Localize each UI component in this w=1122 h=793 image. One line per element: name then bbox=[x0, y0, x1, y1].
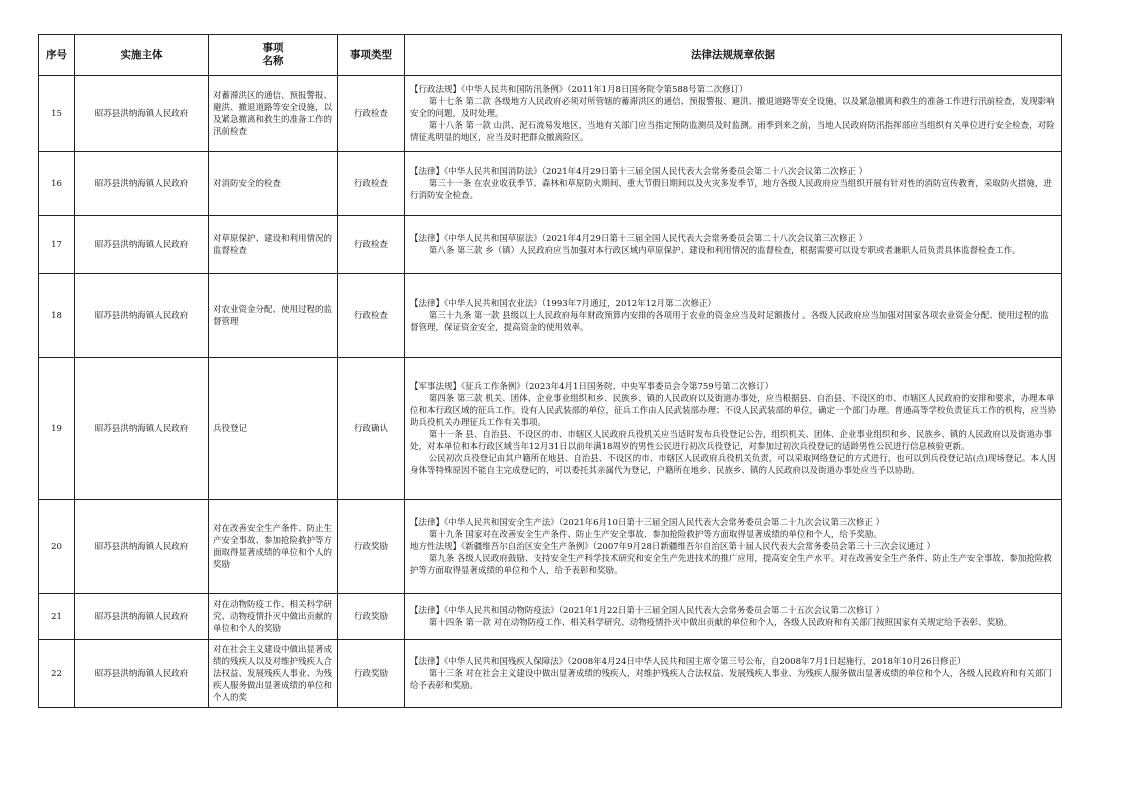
header-basis: 法律法规规章依据 bbox=[405, 35, 1062, 76]
cell-legal-basis bbox=[405, 640, 1062, 708]
cell-type: 行政确认 bbox=[338, 358, 405, 500]
cell-legal-basis bbox=[405, 358, 1062, 500]
cell-subject: 昭苏县洪纳海镇人民政府 bbox=[75, 358, 209, 500]
basis-paragraph: 【法律】《中华人民共和国消防法》（2021年4月29日第十三届全国人民代表大会常务委员会第二十八次会议第二次修正 ） bbox=[410, 166, 868, 177]
cell-subject: 昭苏县洪纳海镇人民政府 bbox=[75, 152, 209, 216]
cell-subject: 昭苏县洪纳海镇人民政府 bbox=[75, 500, 209, 594]
cell-item-name: 对蓄滞洪区的通信、预报警报、避洪、撤退道路等安全设施，以及紧急撤离和救生的准备工作的汛前检查 bbox=[209, 76, 338, 152]
cell-seq: 22 bbox=[39, 640, 75, 708]
header-type: 事项类型 bbox=[338, 35, 405, 76]
cell-subject: 昭苏县洪纳海镇人民政府 bbox=[75, 216, 209, 274]
cell-item-name: 对在社会主义建设中做出显著成绩的残疾人以及对维护残疾人合法权益、发展残疾人事业、为残疾人服务做出显著成绩的单位和个人的奖 bbox=[209, 640, 338, 708]
basis-paragraph: 公民初次兵役登记由其户籍所在地县、自治县、不设区的市、市辖区人民政府兵役机关负责，可以采取网络登记的方式进行，也可以到兵役登记站(点)现场登记。本人因身体等特殊原因不能自主完成登记的，可以委托其亲属代为登记，户籍所在地乡、民族乡、镇的人民政府以及街道办事处应当予以协助。 bbox=[410, 453, 1056, 476]
cell-seq: 21 bbox=[39, 594, 75, 640]
basis-paragraph: 第十八条 第一款 山洪、泥石流易发地区，当地有关部门应当指定预防监测员及时监测。雨季到来之前，当地人民政府防汛指挥部应当组织有关单位进行安全检查，对险情征兆明显的地区，应当及时把群众撤离险区。 bbox=[410, 120, 1055, 143]
basis-paragraph: 【法律】《中华人民共和国安全生产法》（2021年6月10日第十三届全国人民代表大会常务委员会第二十九次会议第三次修正 ） bbox=[410, 517, 885, 528]
basis-paragraph: 第十三条 对在社会主义建设中做出显著成绩的残疾人，对维护残疾人合法权益、发展残疾人事业、为残疾人服务做出显著成绩的单位和个人，各级人民政府和有关部门给予表彰和奖励。 bbox=[410, 668, 1052, 691]
cell-subject: 昭苏县洪纳海镇人民政府 bbox=[75, 640, 209, 708]
cell-type: 行政奖励 bbox=[338, 640, 405, 708]
cell-seq: 18 bbox=[39, 274, 75, 358]
cell-type: 行政检查 bbox=[338, 274, 405, 358]
basis-paragraph: 【军事法规】《征兵工作条例》（2023年4月1日国务院、中央军事委员会令第759号第二次修订） bbox=[410, 381, 774, 392]
cell-seq: 16 bbox=[39, 152, 75, 216]
basis-paragraph: 第三十一条 在农业收获季节、森林和草原防火期间、重大节假日期间以及火灾多发季节，地方各级人民政府应当组织开展有针对性的消防宣传教育，采取防火措施，进行消防安全检查。 bbox=[410, 178, 1052, 201]
cell-type: 行政奖励 bbox=[338, 594, 405, 640]
basis-paragraph: 第四条 第三款 机关、团体、企业事业组织和乡、民族乡、镇的人民政府以及街道办事处，应当根据县、自治县、不设区的市、市辖区人民政府的安排和要求，办理本单位和本行政区域的征兵工作。设有人民武装部的单位，征兵工作由人民武装部办理；不设人民武装部的单位，确定一个部门办理。普通高等学校负责征兵工作的机构，应当协助兵役机关办理征兵工作有关事项。 bbox=[410, 393, 1057, 428]
table-row bbox=[39, 274, 1062, 358]
cell-subject: 昭苏县洪纳海镇人民政府 bbox=[75, 274, 209, 358]
table-row bbox=[39, 358, 1062, 500]
cell-type: 行政检查 bbox=[338, 216, 405, 274]
table-row bbox=[39, 594, 1062, 640]
cell-type: 行政检查 bbox=[338, 152, 405, 216]
basis-paragraph: 第三十九条 第一款 县级以上人民政府每年财政预算内安排的各项用于农业的资金应当及时足额拨付 。各级人民政府应当加强对国家各项农业资金分配、使用过程的监督管理，保证资金安全，提高资金的使用效率。 bbox=[410, 310, 1049, 333]
basis-paragraph: 【法律】《中华人民共和国农业法》（1993年7月通过，2012年12月第二次修正） bbox=[410, 298, 716, 309]
cell-item-name: 对草原保护、建设和利用情况的监督检查 bbox=[209, 216, 338, 274]
header-item-line1: 事项 bbox=[262, 42, 284, 54]
table-row bbox=[39, 500, 1062, 594]
basis-paragraph: 第十九条 国家对在改善安全生产条件、防止生产安全事故、参加抢险救护等方面取得显著成绩的单位和个人，给予奖励。 bbox=[428, 529, 882, 540]
regulation-table bbox=[38, 34, 1062, 708]
table-body bbox=[39, 76, 1062, 708]
cell-item-name: 对农业资金分配、使用过程的监督管理 bbox=[209, 274, 338, 358]
basis-paragraph: 第十四条 第一款 对在动物防疫工作、相关科学研究、动物疫情扑灭中做出贡献的单位和个人，各级人民政府和有关部门按照国家有关规定给予表彰、奖励。 bbox=[428, 617, 1013, 628]
basis-paragraph: 【法律】《中华人民共和国动物防疫法》（2021年1月22日第十三届全国人民代表大会常务委员会第二十五次会议第二次修订 ） bbox=[410, 605, 885, 616]
cell-legal-basis bbox=[405, 274, 1062, 358]
basis-paragraph: 【法律】《中华人民共和国残疾人保障法》（2008年4月24日中华人民共和国主席令第三号公布，自2008年7月1日起施行，2018年10月26日修正） bbox=[410, 656, 966, 667]
cell-subject: 昭苏县洪纳海镇人民政府 bbox=[75, 594, 209, 640]
cell-legal-basis bbox=[405, 76, 1062, 152]
cell-subject: 昭苏县洪纳海镇人民政府 bbox=[75, 76, 209, 152]
cell-item-name: 对在动物防疫工作、相关科学研究、动物疫情扑灭中做出贡献的单位和个人的奖励 bbox=[209, 594, 338, 640]
basis-paragraph: 【法律】《中华人民共和国草原法》（2021年4月29日第十三届全国人民代表大会常务委员会第二十八次会议第三次修正 ） bbox=[410, 233, 868, 244]
basis-paragraph: 第十七条 第二款 各级地方人民政府必须对所管辖的蓄滞洪区的通信、预报警报、避洪、撤退道路等安全设施，以及紧急撤离和救生的准备工作进行汛前检查，发现影响安全的问题，及时处理。 bbox=[410, 96, 1055, 119]
cell-item-name: 对消防安全的检查 bbox=[209, 152, 338, 216]
cell-legal-basis bbox=[405, 500, 1062, 594]
cell-seq: 15 bbox=[39, 76, 75, 152]
header-seq: 序号 bbox=[39, 35, 75, 76]
table-row bbox=[39, 216, 1062, 274]
header-subject: 实施主体 bbox=[75, 35, 209, 76]
cell-legal-basis bbox=[405, 152, 1062, 216]
cell-legal-basis bbox=[405, 594, 1062, 640]
basis-paragraph: 第八条 第三款 乡（镇）人民政府应当加强对本行政区域内草原保护、建设和利用情况的监督检查，根据需要可以设专职或者兼职人员负责具体监督检查工作。 bbox=[428, 245, 1021, 256]
basis-paragraph: 第九条 各级人民政府鼓励、支持安全生产科学技术研究和安全生产先进技术的推广应用，提高安全生产水平。对在改善安全生产条件、防止生产安全事故、参加抢险救护等方面取得显著成绩的单位和个人，给予表彰和奖励。 bbox=[410, 553, 1052, 576]
cell-legal-basis bbox=[405, 216, 1062, 274]
header-item-name bbox=[209, 35, 338, 76]
table-row bbox=[39, 152, 1062, 216]
basis-paragraph: 【行政法规】《中华人民共和国防汛条例》（2011年1月8日国务院令第588号第二次修订） bbox=[410, 84, 748, 95]
cell-seq: 19 bbox=[39, 358, 75, 500]
cell-item-name: 对在改善安全生产条件、防止生产安全事故、参加抢险救护等方面取得显著成绩的单位和个人的奖励 bbox=[209, 500, 338, 594]
table-row bbox=[39, 640, 1062, 708]
cell-type: 行政奖励 bbox=[338, 500, 405, 594]
header-item-line2: 名称 bbox=[262, 55, 284, 67]
table-header-row bbox=[39, 35, 1062, 76]
cell-type: 行政检查 bbox=[338, 76, 405, 152]
cell-seq: 17 bbox=[39, 216, 75, 274]
basis-paragraph: 第十一条 县、自治县、不设区的市、市辖区人民政府兵役机关应当适时发布兵役登记公告，组织机关、团体、企业事业组织和乡、民族乡、镇的人民政府以及街道办事处，对本单位和本行政区域当年12月31日以前年满18周岁的男性公民进行初次兵役登记，对参加过初次兵役登记的适龄男性公民进行信息核验更新。 bbox=[410, 429, 1052, 452]
basis-paragraph: 地方性法规】《新疆维吾尔自治区安全生产条例》（2007年9月28日新疆维吾尔自治区第十届人民代表大会常务委员会第三十三次会议通过 ） bbox=[410, 541, 936, 552]
cell-item-name: 兵役登记 bbox=[209, 358, 338, 500]
table-row bbox=[39, 76, 1062, 152]
cell-seq: 20 bbox=[39, 500, 75, 594]
